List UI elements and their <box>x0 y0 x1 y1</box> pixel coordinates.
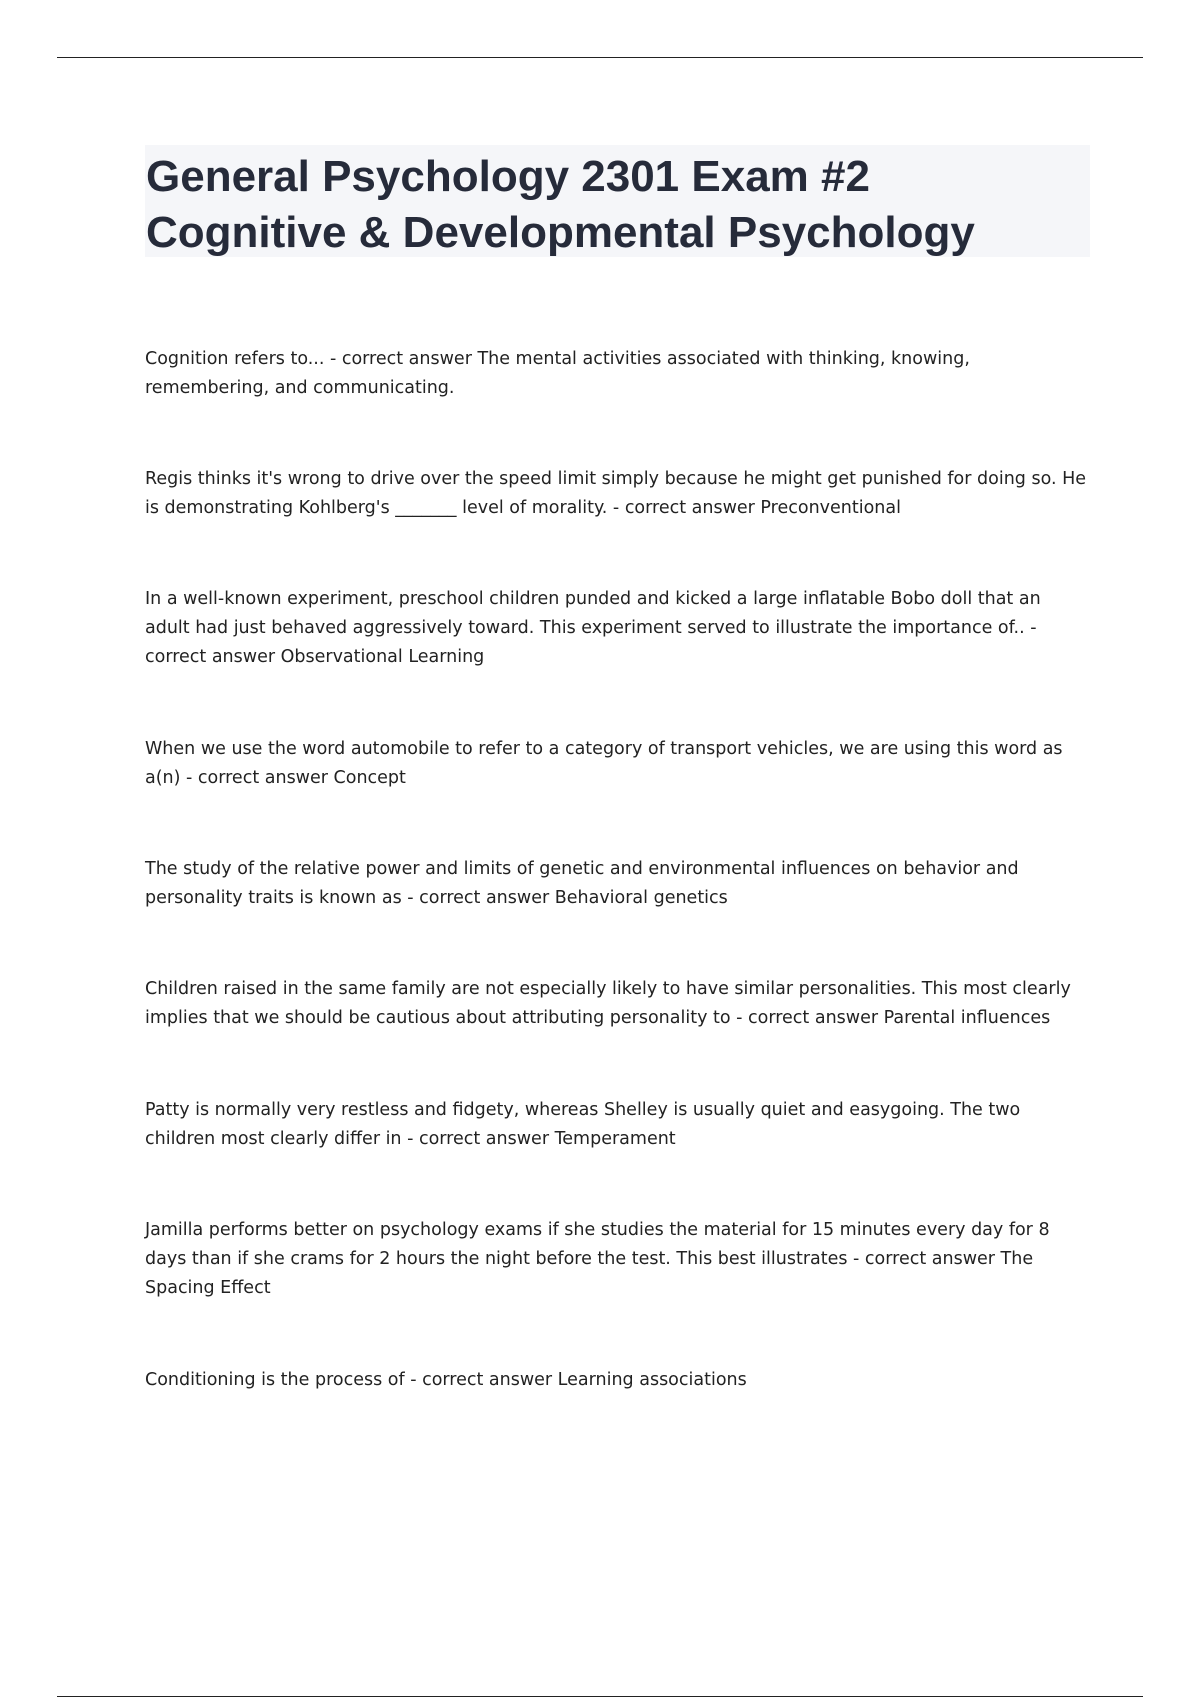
document-title <box>145 145 1090 257</box>
title-line-2: Cognitive & Developmental Psychology <box>146 208 975 257</box>
question-answer-item: Jamilla performs better on psychology exams if she studies the material for 15 minutes every day for 8 days than if she crams for 2 hours the night before the test. This best illustrates - correct answer The Spacing Effect <box>145 1220 1050 1298</box>
bottom-rule <box>57 1696 1143 1697</box>
question-answer-item: Conditioning is the process of - correct answer Learning associations <box>145 1370 747 1390</box>
top-rule <box>57 57 1143 58</box>
question-answer-item: Patty is normally very restless and fidgety, whereas Shelley is usually quiet and easygoing. The two children most clearly differ in - correct answer Temperament <box>145 1100 1021 1149</box>
title-line-1: General Psychology 2301 Exam #2 <box>146 152 870 201</box>
question-answer-item: Regis thinks it's wrong to drive over the speed limit simply because he might get punished for doing so. He is demonstrating Kohlberg's _______ level of morality. - correct answer Preconventional <box>145 469 1087 518</box>
question-answer-item: Cognition refers to... - correct answer The mental activities associated with thinking, knowing, remembering, and communicating. <box>145 349 970 398</box>
question-answer-item: Children raised in the same family are not especially likely to have similar personalities. This most clearly implies that we should be cautious about attributing personality to - correct answer Parental influences <box>145 979 1071 1028</box>
question-answer-item: In a well-known experiment, preschool children punded and kicked a large inflatable Bobo doll that an adult had just behaved aggressively toward. This experiment served to illustrate the importance of.. - correct answer Observational Learning <box>145 589 1041 667</box>
question-answer-item: When we use the word automobile to refer to a category of transport vehicles, we are using this word as a(n) - correct answer Concept <box>145 739 1063 788</box>
question-answer-item: The study of the relative power and limits of genetic and environmental influences on behavior and personality traits is known as - correct answer Behavioral genetics <box>145 859 1019 908</box>
